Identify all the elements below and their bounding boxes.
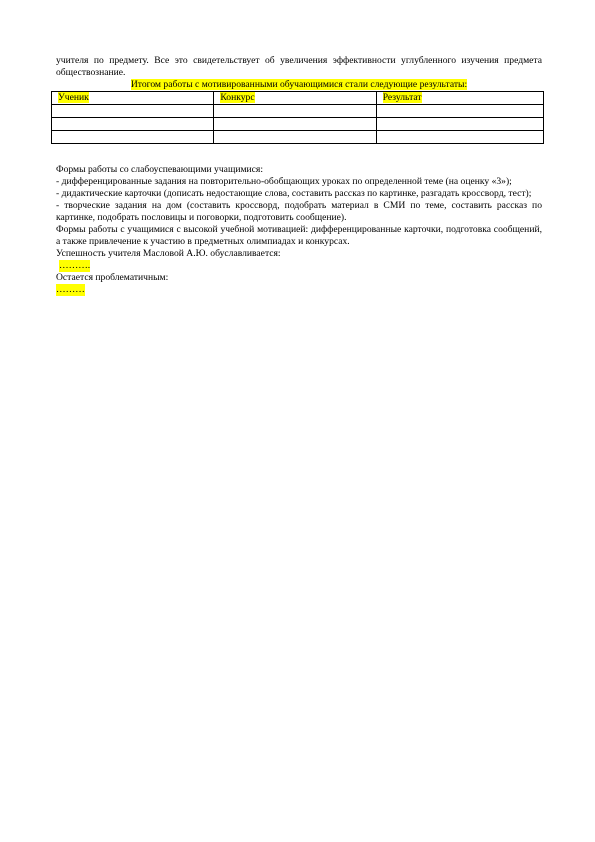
success-value-line [56,260,542,272]
table-cell [52,118,214,131]
results-heading-text: Итогом работы с мотивированными обучающимися стали следующие результаты: [130,79,468,90]
problem-value: ……… [56,284,85,295]
table-cell [376,118,543,131]
table-row [52,105,544,118]
table-cell [214,131,376,144]
table-row [52,131,544,144]
header-student: Ученик [58,92,89,103]
table-header-cell [52,92,214,105]
table-header-row [52,92,544,105]
success-label: Успешность учителя Масловой А.Ю. обуславливается: [56,248,281,259]
header-result: Результат [382,92,422,103]
table-cell [376,131,543,144]
intro-paragraph: учителя по предмету. Все это свидетельствует об увеличения эффективности углубленного изучения предмета обществознание. [56,55,542,78]
table-cell [52,105,214,118]
list-item: - творческие задания на дом (составить кроссворд, подобрать материал в СМИ по теме, составить рассказ по картинке, подобрать пословицы и поговорки, подготовить сообщение). [56,200,542,223]
list-item: - дидактические карточки (дописать недостающие слова, составить рассказ по картинке, разгадать кроссворд, тест); [56,188,532,199]
table-header-cell [214,92,376,105]
table-cell [376,105,543,118]
spacer [56,144,542,164]
problem-value-line [56,284,542,296]
list-item: - дифференцированные задания на повторительно-обобщающих уроках по определенной теме (на оценку «3»); [56,176,512,187]
motivated-paragraph: Формы работы с учащимися с высокой учебной мотивацией: дифференцированные карточки, подготовка сообщений, а также привлечение к участию в предметных олимпиадах и конкурсах. [56,224,542,247]
results-table [51,91,544,144]
table-header-cell [376,92,543,105]
table-row [52,118,544,131]
success-value: ………. [59,260,91,271]
weak-students-title: Формы работы со слабоуспевающими учащимися: [56,164,264,175]
results-heading [56,79,542,91]
table-cell [52,131,214,144]
document-content [56,55,542,296]
table-cell [214,105,376,118]
table-cell [214,118,376,131]
problem-label: Остается проблематичным: [56,272,169,283]
header-contest: Конкурс [220,92,255,103]
